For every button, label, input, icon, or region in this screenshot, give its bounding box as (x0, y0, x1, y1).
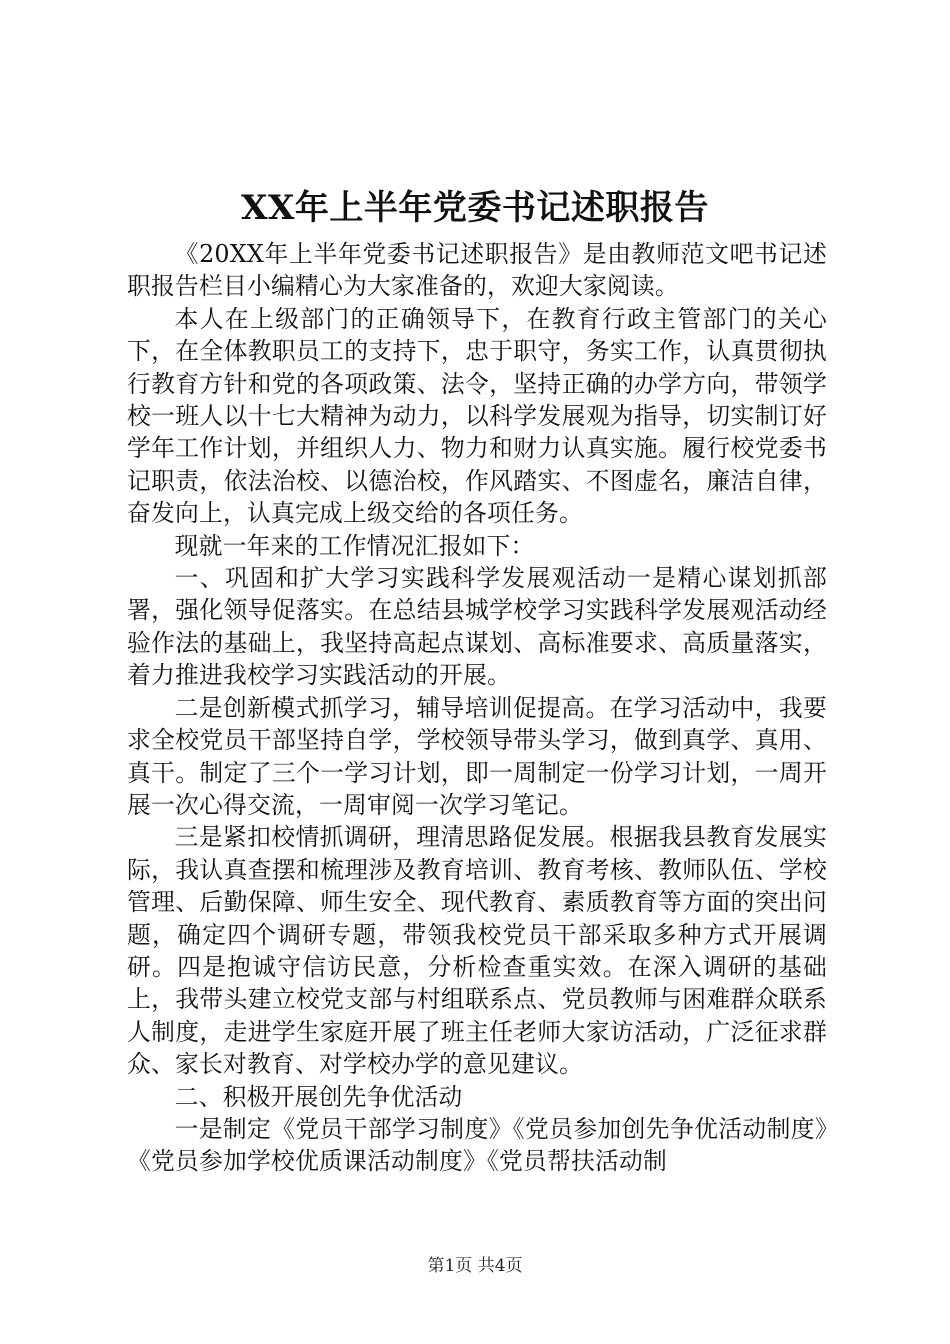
document-title: XX年上半年党委书记述职报告 (241, 188, 709, 228)
paragraph-section-one: 一、巩固和扩大学习实践科学发展观活动一是精心谋划抓部署，强化领导促落实。在总结县城学校学习实践科学发展观活动经验作法的基础上，我坚持高起点谋划、高标准要求、高质量落实，着力推进我校学习实践活动的开展。 (127, 564, 827, 690)
document-body (127, 238, 827, 1178)
paragraph-report-lead: 现就一年来的工作情况汇报如下： (174, 531, 535, 560)
section-heading-two: 二、积极开展创先争优活动 (174, 1082, 463, 1111)
paragraph-section-one-third: 三是紧扣校情抓调研，理清思路促发展。根据我县教育发展实际，我认真查摆和梳理涉及教育培训、教育考核、教师队伍、学校管理、后勤保障、师生安全、现代教育、素质教育等方面的突出问题，确定四个调研专题，带领我校党员干部采取多种方式开展调研。四是抱诚守信访民意，分析检查重实效。在深入调研的基础上，我带头建立校党支部与村组联系点、党员教师与困难群众联系人制度，走进学生家庭开展了班主任老师大家访活动，广泛征求群众、家长对教育、对学校办学的意见建议。 (127, 823, 827, 1079)
paragraph-section-one-second: 二是创新模式抓学习，辅导培训促提高。在学习活动中，我要求全校党员干部坚持自学，学校领导带头学习，做到真学、真用、真干。制定了三个一学习计划，即一周制定一份学习计划，一周开展一次心得交流，一周审阅一次学习笔记。 (127, 693, 827, 819)
paragraph-self-introduction: 本人在上级部门的正确领导下，在教育行政主管部门的关心下，在全体教职员工的支持下，忠于职守，务实工作，认真贯彻执行教育方针和党的各项政策、法令，坚持正确的办学方向，带领学校一班人以十七大精神为动力，以科学发展观为指导，切实制订好学年工作计划，并组织人力、物力和财力认真实施。履行校党委书记职责，依法治校、以德治校，作风踏实、不图虚名，廉洁自律，奋发向上，认真完成上级交给的各项任务。 (127, 304, 827, 528)
page-number-footer: 第1页 共4页 (427, 1256, 523, 1276)
paragraph-section-two-first: 一是制定《党员干部学习制度》《党员参加创先争优活动制度》《党员参加学校优质课活动制度》《党员帮扶活动制 (127, 1114, 827, 1176)
paragraph-intro: 《20XX年上半年党委书记述职报告》是由教师范文吧书记述职报告栏目小编精心为大家准备的，欢迎大家阅读。 (127, 240, 827, 301)
